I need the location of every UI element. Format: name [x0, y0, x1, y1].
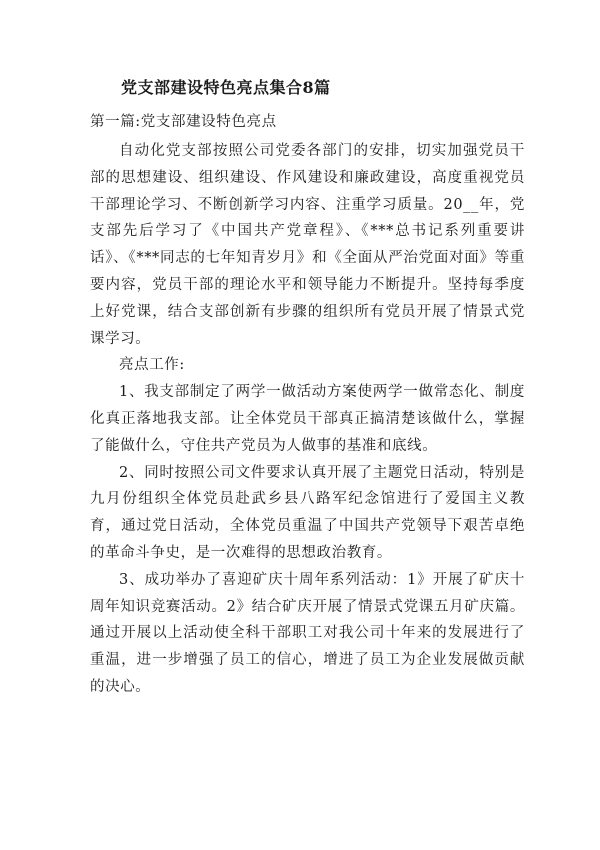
document-title: 党支部建设特色亮点集合8篇 [121, 78, 331, 97]
document-body [90, 138, 525, 701]
paragraph-highlight-1: 1、我支部制定了两学一做活动方案使两学一做常态化、制度化真正落地我支部。让全体党员干部真正搞清楚该做什么，掌握了能做什么，守住共产党员为人做事的基准和底线。 [90, 384, 525, 454]
section-heading: 第一篇:党支部建设特色亮点 [90, 114, 277, 130]
paragraph-highlight-3: 3、成功举办了喜迎矿庆十周年系列活动：1》开展了矿庆十周年知识竞赛活动。2》结合矿庆开展了情景式党课五月矿庆篇。通过开展以上活动使全科干部职工对我公司十年来的发展进行了重温，进一步增强了员工的信心，增进了员工为企业发展做贡献的决心。 [90, 571, 525, 695]
paragraph-highlight-2: 2、同时按照公司文件要求认真开展了主题党日活动，特别是九月份组织全体党员赴武乡县八路军纪念馆进行了爱国主义教育，通过党日活动，全体党员重温了中国共产党领导下艰苦卓绝的革命斗争史，是一次难得的思想政治教育。 [90, 464, 525, 561]
paragraph-intro: 自动化党支部按照公司党委各部门的安排，切实加强党员干部的思想建设、组织建设、作风建设和廉政建设，高度重视党员干部理论学习、不断创新学习内容、注重学习质量。20__年，党支部先后学习了《中国共产党章程》、《***总书记系列重要讲话》、《***同志的七年知青岁月》和《全面从严治党面对面》等重要内容，党员干部的理论水平和领导能力不断提升。坚持每季度上好党课，结合支部创新有步骤的组织所有党员开展了情景式党课学习。 [90, 143, 525, 347]
paragraph-highlights-heading: 亮点工作: [119, 357, 185, 374]
